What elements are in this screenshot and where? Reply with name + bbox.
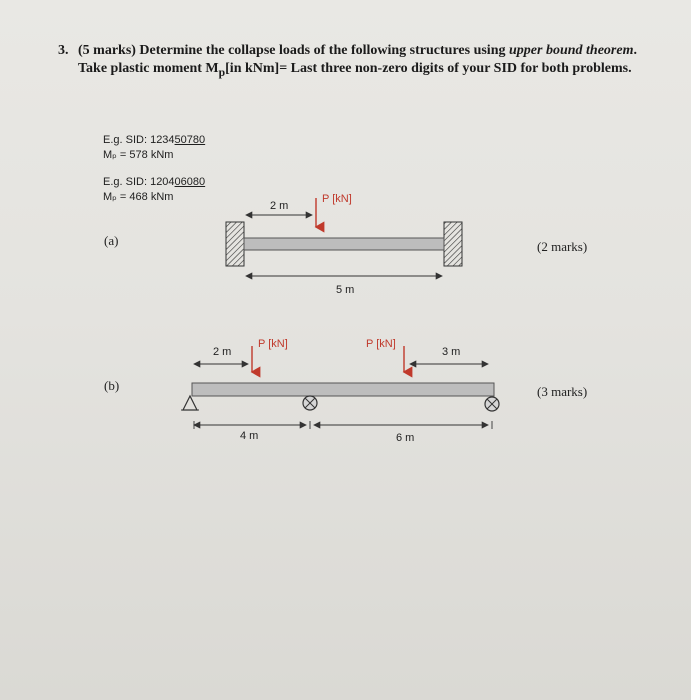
beam-a-member	[244, 238, 444, 250]
fixed-support-left	[226, 222, 244, 266]
beam-a	[226, 193, 462, 296]
dimension-a-span-label: 5 m	[336, 284, 355, 296]
example-mp-2: Mₚ = 468 kNm	[103, 191, 174, 203]
load-label-a: P [kN]	[322, 193, 352, 205]
part-b-label: (b)	[104, 378, 120, 393]
question-text-italic: upper bound theorem	[509, 43, 634, 58]
question-number: 3.	[58, 43, 69, 58]
example-sid-1-line: E.g. SID: 123450780	[103, 134, 206, 146]
dimension-b-load2-label: 3 m	[442, 346, 461, 358]
part-a-label: (a)	[104, 233, 119, 248]
beam-b-member	[192, 383, 494, 396]
load-label-b1: P [kN]	[258, 338, 288, 350]
pin-support-left	[183, 396, 197, 410]
question-subscript: p	[218, 65, 226, 79]
example-mp-1: Mₚ = 578 kNm	[103, 149, 174, 161]
question-text-part2: . Take plastic moment M	[78, 43, 637, 76]
dimension-a-load-label: 2 m	[270, 200, 289, 212]
part-b-marks: (3 marks)	[537, 384, 588, 399]
load-label-b2: P [kN]	[366, 338, 396, 350]
fixed-support-right	[444, 222, 462, 266]
question-text-part3: [in kNm]= Last three non-zero digits of your SID for both problems.	[225, 61, 632, 76]
dimension-b-load1-label: 2 m	[213, 346, 232, 358]
beam-b	[181, 338, 499, 444]
example-sid-2-line: E.g. SID: 120406080	[103, 176, 206, 188]
dimension-b-span1-label: 4 m	[240, 430, 259, 442]
dimension-b-span2-label: 6 m	[396, 432, 415, 444]
question-text-part1: (5 marks) Determine the collapse loads of the following structures using	[78, 43, 509, 58]
part-a-marks: (2 marks)	[537, 239, 588, 254]
